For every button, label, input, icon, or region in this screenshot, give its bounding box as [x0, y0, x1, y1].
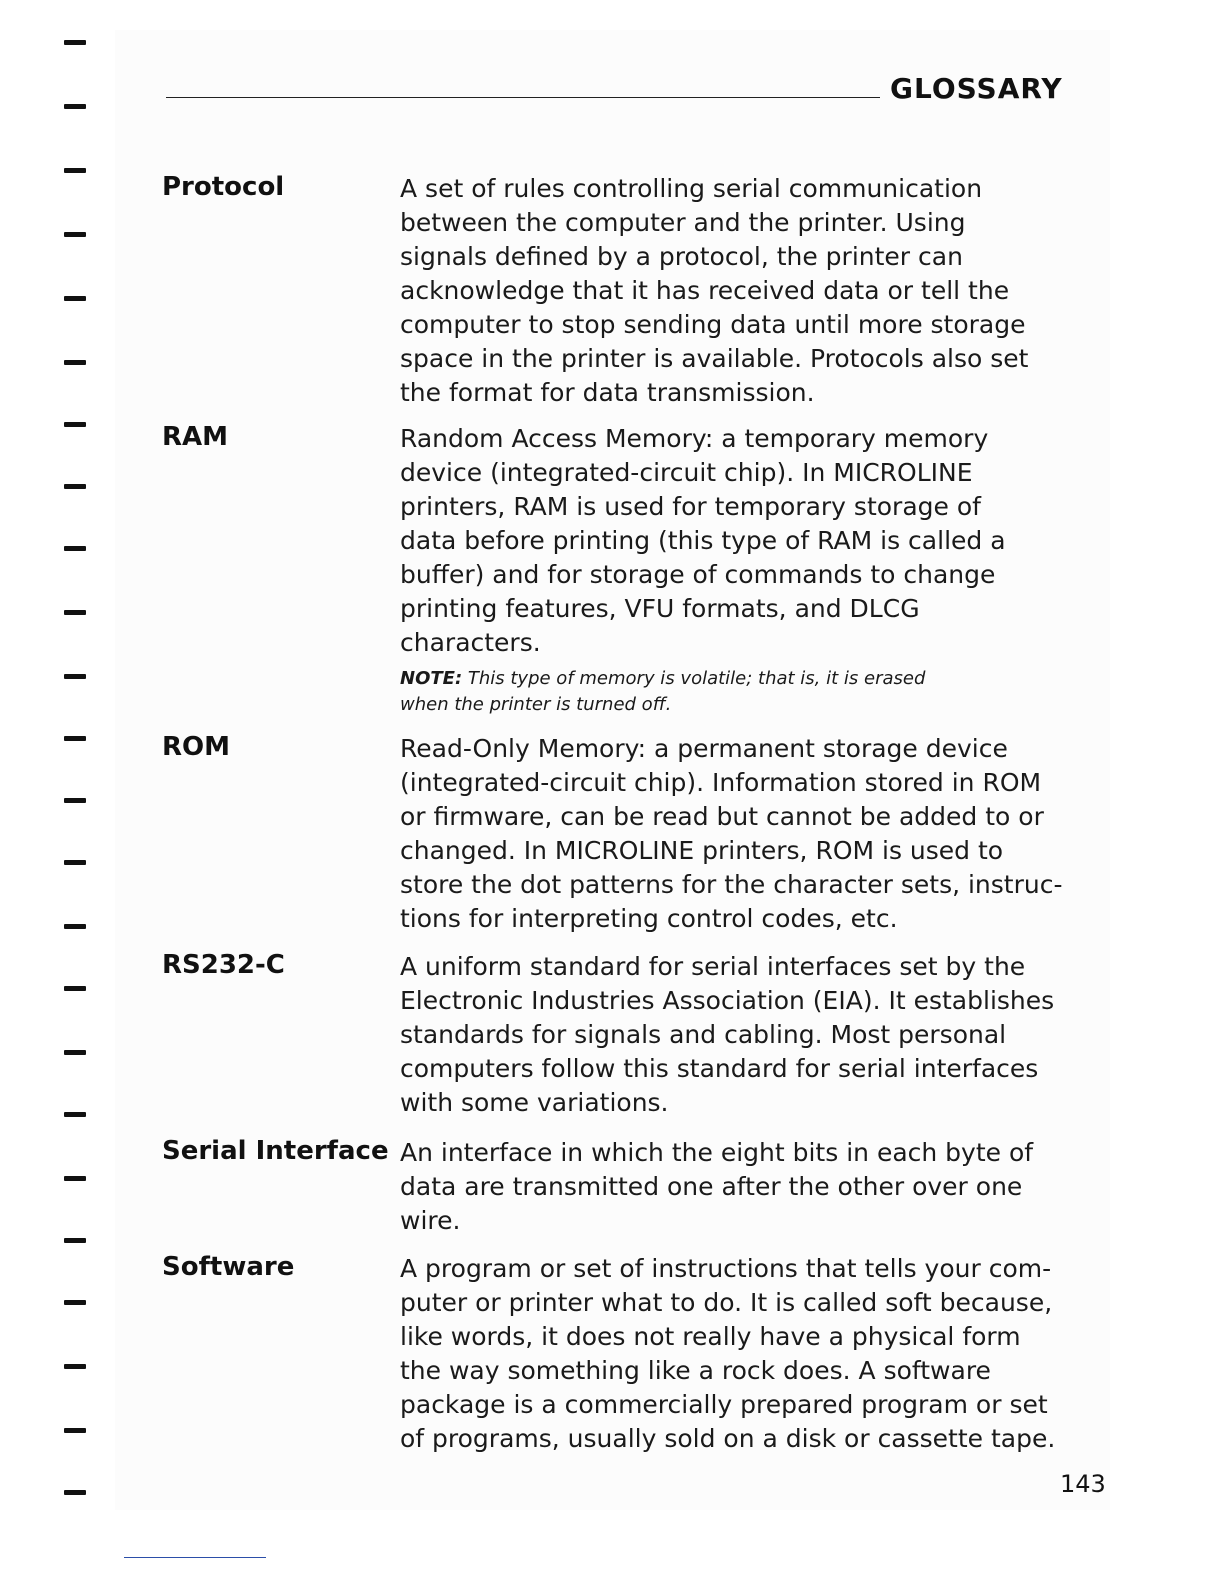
binding-mark [64, 546, 86, 551]
definition-line: (integrated-circuit chip). Information stored in ROM [400, 768, 1042, 797]
definition-line: device (integrated-circuit chip). In MICROLINE [400, 458, 973, 487]
binding-mark [64, 232, 86, 237]
glossary-term: Software [162, 1252, 295, 1282]
binding-mark [64, 610, 86, 615]
binding-mark [64, 1238, 86, 1243]
definition-line: wire. [400, 1206, 461, 1235]
glossary-term: Serial Interface [162, 1136, 389, 1166]
binding-mark [64, 1428, 86, 1433]
definition-line: changed. In MICROLINE printers, ROM is used to [400, 836, 1004, 865]
definition-line: data before printing (this type of RAM is called a [400, 526, 1006, 555]
definition-line: Random Access Memory: a temporary memory [400, 424, 989, 453]
section-title: GLOSSARY [890, 72, 1063, 105]
glossary-definition [400, 950, 1060, 1120]
definition-line: buffer) and for storage of commands to change [400, 560, 996, 589]
glossary-term: RAM [162, 422, 229, 452]
note-line [400, 666, 1060, 692]
note-text: This type of memory is volatile; that is, it is erased [467, 668, 926, 689]
binding-mark [64, 1490, 86, 1495]
glossary-definition [400, 172, 1060, 410]
binding-mark [64, 924, 86, 929]
binding-mark [64, 422, 86, 427]
binding-mark [64, 1364, 86, 1369]
binding-mark [64, 1300, 86, 1305]
definition-line: package is a commercially prepared program or set [400, 1390, 1048, 1419]
binding-mark [64, 1050, 86, 1055]
definition-line: data are transmitted one after the other over one [400, 1172, 1023, 1201]
glossary-definition [400, 422, 1060, 718]
note-label: NOTE: [400, 668, 463, 689]
definition-line: or firmware, can be read but cannot be added to or [400, 802, 1044, 831]
definition-line: printing features, VFU formats, and DLCG [400, 594, 920, 623]
definition-line: of programs, usually sold on a disk or cassette tape. [400, 1424, 1056, 1453]
definition-line: between the computer and the printer. Using [400, 208, 966, 237]
definition-line: store the dot patterns for the character sets, instruc- [400, 870, 1063, 899]
binding-mark [64, 1112, 86, 1117]
definition-line: puter or printer what to do. It is called soft because, [400, 1288, 1053, 1317]
definition-line: Read-Only Memory: a permanent storage device [400, 734, 1008, 763]
binding-mark [64, 168, 86, 173]
definition-line: A uniform standard for serial interfaces set by the [400, 952, 1026, 981]
definition-line: with some variations. [400, 1088, 669, 1117]
binding-mark [64, 1176, 86, 1181]
definition-line: A program or set of instructions that tells your com- [400, 1254, 1052, 1283]
definition-line: printers, RAM is used for temporary storage of [400, 492, 981, 521]
page-number: 143 [1060, 1470, 1106, 1498]
glossary-definition [400, 1252, 1060, 1456]
note-line: when the printer is turned off. [400, 694, 672, 715]
definition-line: like words, it does not really have a physical form [400, 1322, 1021, 1351]
definition-line: signals defined by a protocol, the printer can [400, 242, 963, 271]
definition-line: tions for interpreting control codes, etc. [400, 904, 898, 933]
glossary-term: ROM [162, 732, 230, 762]
binding-mark [64, 104, 86, 109]
binding-mark [64, 986, 86, 991]
binding-mark [64, 296, 86, 301]
definition-line: characters. [400, 628, 541, 657]
binding-mark [64, 798, 86, 803]
glossary-term: Protocol [162, 172, 285, 202]
definition-line: Electronic Industries Association (EIA). It establishes [400, 986, 1055, 1015]
definition-line: computers follow this standard for serial interfaces [400, 1054, 1039, 1083]
definition-line: acknowledge that it has received data or tell the [400, 276, 1010, 305]
definition-line: space in the printer is available. Protocols also set [400, 344, 1029, 373]
definition-line: computer to stop sending data until more storage [400, 310, 1026, 339]
definition-line: the way something like a rock does. A software [400, 1356, 991, 1385]
binding-mark [64, 40, 86, 45]
definition-line: An interface in which the eight bits in each byte of [400, 1138, 1034, 1167]
definition-line: A set of rules controlling serial communication [400, 174, 983, 203]
binding-mark [64, 674, 86, 679]
note-block [400, 666, 1060, 718]
definition-line: the format for data transmission. [400, 378, 815, 407]
binding-mark [64, 860, 86, 865]
footer-underline [124, 1557, 266, 1558]
glossary-definition [400, 1136, 1060, 1238]
binding-mark [64, 484, 86, 489]
binding-mark [64, 360, 86, 365]
glossary-definition [400, 732, 1063, 936]
definition-line: standards for signals and cabling. Most personal [400, 1020, 1007, 1049]
glossary-term: RS232-C [162, 950, 285, 980]
header-rule [166, 97, 880, 98]
binding-mark [64, 736, 86, 741]
